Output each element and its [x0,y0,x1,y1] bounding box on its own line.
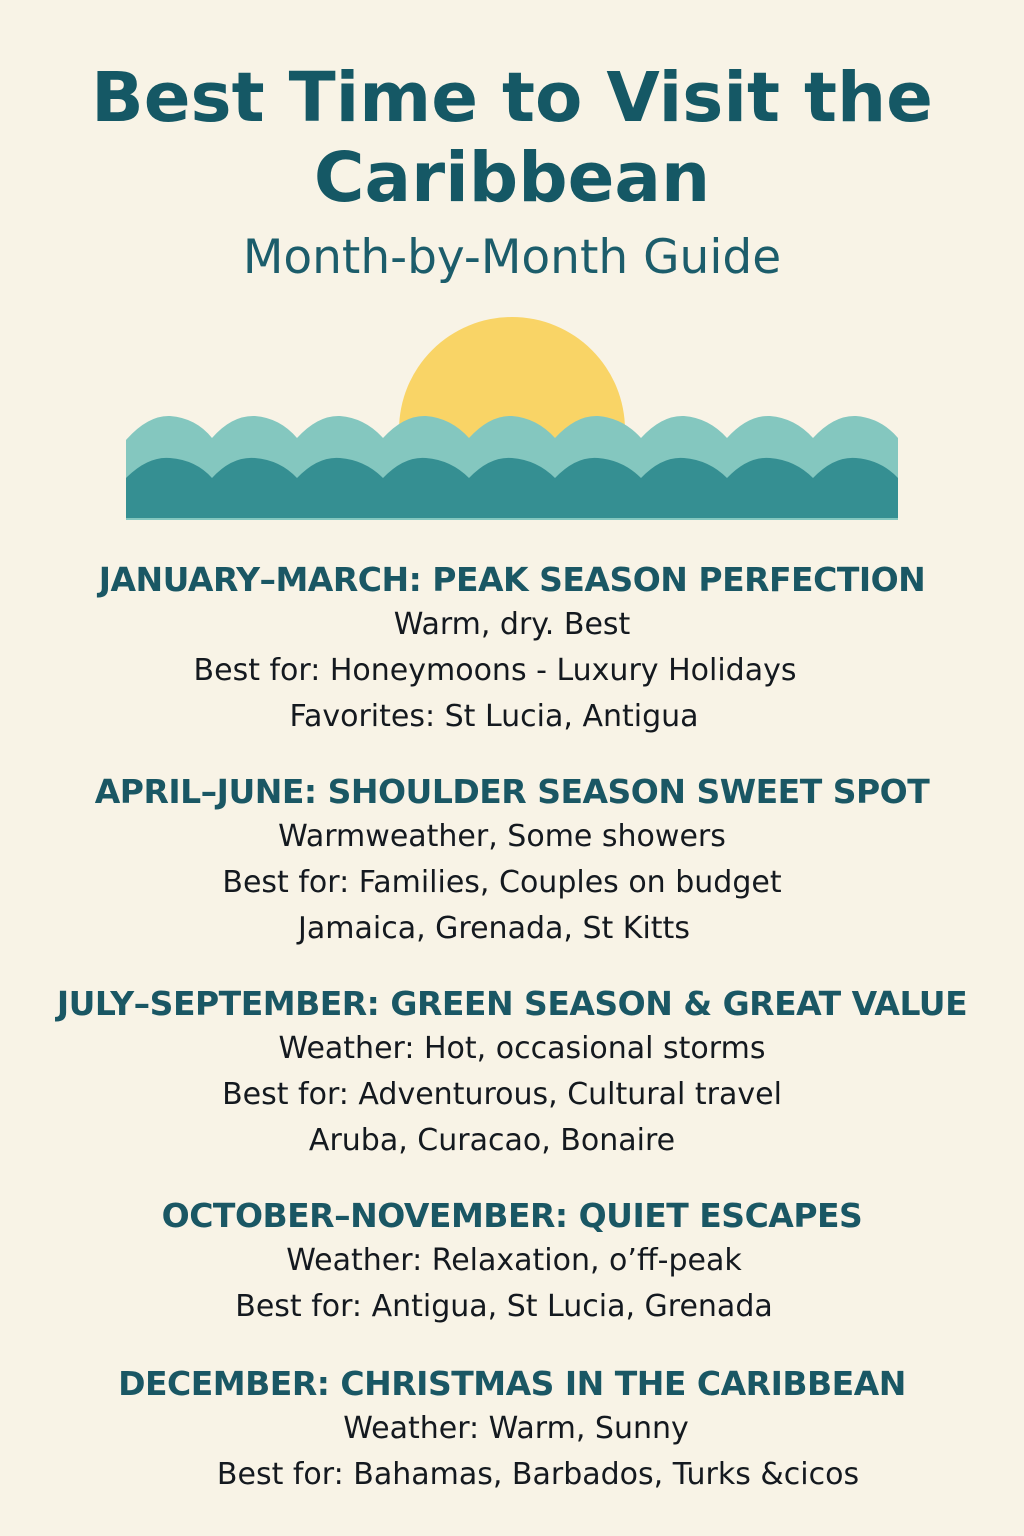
season-section-december [0,1362,1024,1498]
dark-wave-icon [126,458,898,518]
section-line: Best for: Adventurous, Cultural travel [222,1077,782,1112]
sun-over-waves-icon [126,310,898,520]
section-line: Favorites: St Lucia, Antigua [289,699,699,734]
section-line: Best for: Bahamas, Barbados, Turks &cicos [216,1457,860,1492]
section-heading: JULY–SEPTEMBER: GREEN SEASON & GREAT VALUE [56,984,968,1023]
season-section-jan-mar [0,558,1024,740]
section-line: Jamaica, Grenada, St Kitts [298,911,690,946]
section-line: Weather: Relaxation, o’ff-peak [286,1243,742,1278]
section-heading: DECEMBER: CHRISTMAS IN THE CARIBBEAN [118,1364,906,1403]
page-title [0,58,1024,218]
section-heading: APRIL–JUNE: SHOULDER SEASON SWEET SPOT [94,772,930,811]
section-heading: JANUARY–MARCH: PEAK SEASON PERFECTION [98,560,926,599]
section-line: Warm, dry. Best [393,607,631,642]
season-section-jul-sep [0,982,1024,1164]
section-line: Weather: Hot, occasional storms [278,1031,766,1066]
page-subtitle: Month-by-Month Guide [242,230,782,285]
section-line: Warmweather, Some showers [278,819,726,854]
season-section-apr-jun [0,770,1024,952]
title-line-2: Caribbean [313,138,711,218]
section-line: Weather: Warm, Sunny [343,1411,689,1446]
section-line: Best for: Families, Couples on budget [222,865,782,900]
title-line-1: Best Time to Visit the [91,58,933,138]
section-line: Aruba, Curacao, Bonaire [308,1123,676,1158]
section-heading: OCTOBER–NOVEMBER: QUIET ESCAPES [161,1196,863,1235]
season-section-oct-nov [0,1194,1024,1330]
section-line: Best for: Honeymoons - Luxury Holidays [193,653,797,688]
section-line: Best for: Antigua, St Lucia, Grenada [235,1289,773,1324]
